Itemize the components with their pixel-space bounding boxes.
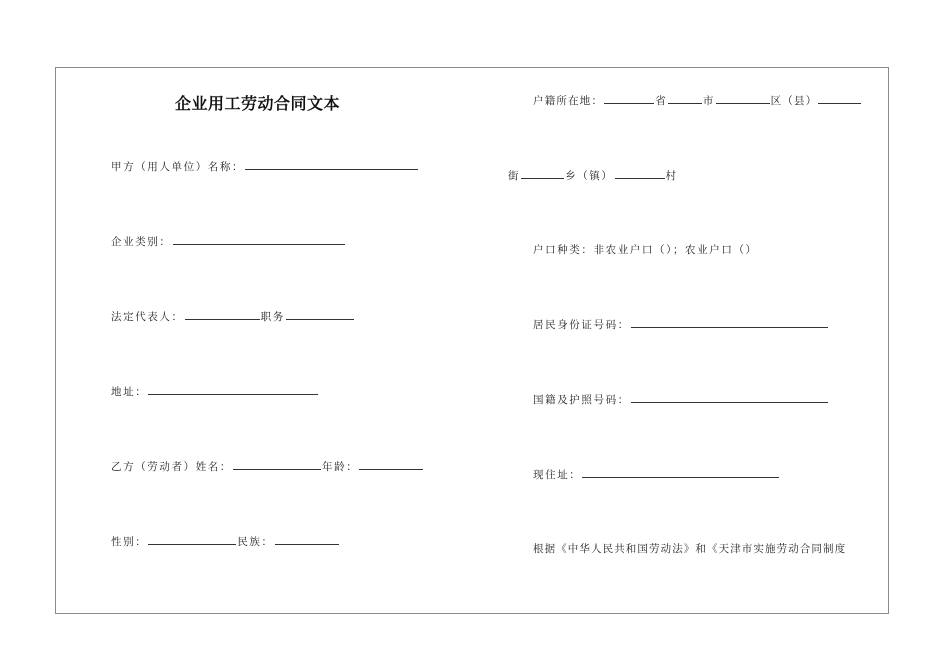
city-label: 市 bbox=[702, 95, 715, 107]
legal-rep-line bbox=[111, 308, 355, 324]
legal-rep-label: 法定代表人： bbox=[111, 311, 184, 323]
employer-name-blank[interactable] bbox=[245, 158, 418, 170]
basis-line bbox=[533, 541, 846, 557]
village-label: 村 bbox=[665, 170, 678, 182]
passport-line bbox=[533, 391, 829, 407]
enterprise-type-blank[interactable] bbox=[173, 233, 345, 245]
address-blank[interactable] bbox=[148, 383, 318, 395]
document-title: 企业用工劳动合同文本 bbox=[175, 94, 341, 113]
current-address-blank[interactable] bbox=[582, 466, 779, 478]
employer-name-line bbox=[111, 158, 419, 174]
street-blank[interactable] bbox=[521, 167, 564, 179]
household-label: 户籍所在地： bbox=[533, 95, 604, 107]
hukou-type-line bbox=[533, 242, 758, 258]
document-frame bbox=[55, 67, 889, 614]
legal-rep-blank[interactable] bbox=[185, 308, 260, 320]
township-label: 乡（镇） bbox=[565, 170, 614, 182]
passport-label: 国籍及护照号码： bbox=[533, 394, 630, 406]
id-number-line bbox=[533, 316, 829, 332]
enterprise-type-line bbox=[111, 233, 346, 249]
current-address-label: 现住址： bbox=[533, 469, 582, 481]
district-name-blank[interactable] bbox=[818, 92, 861, 104]
id-number-blank[interactable] bbox=[631, 316, 828, 328]
employee-name-line bbox=[111, 458, 424, 474]
enterprise-type-label: 企业类别： bbox=[111, 236, 172, 248]
city-blank[interactable] bbox=[668, 92, 702, 104]
gender-label: 性别： bbox=[111, 536, 148, 548]
age-blank[interactable] bbox=[359, 458, 423, 470]
street-line bbox=[508, 167, 678, 183]
id-number-label: 居民身份证号码： bbox=[533, 319, 630, 331]
gender-line bbox=[111, 533, 340, 549]
current-address-line bbox=[533, 466, 780, 482]
hukou-type-label: 户口种类：非农业户口（）；农业户口（） bbox=[533, 244, 758, 256]
employee-name-blank[interactable] bbox=[233, 458, 321, 470]
ethnicity-label: 民族： bbox=[237, 536, 274, 548]
province-blank[interactable] bbox=[604, 92, 654, 104]
position-blank[interactable] bbox=[286, 308, 354, 320]
basis-text: 根据《中华人民共和国劳动法》和《天津市实施劳动合同制度 bbox=[533, 543, 847, 555]
employer-name-label: 甲方（用人单位）名称： bbox=[111, 161, 245, 173]
age-label: 年龄： bbox=[322, 461, 359, 473]
ethnicity-blank[interactable] bbox=[275, 533, 339, 545]
district-label: 区（县） bbox=[770, 95, 818, 107]
employee-name-label: 乙方（劳动者）姓名： bbox=[111, 461, 232, 473]
household-line bbox=[533, 92, 862, 108]
passport-blank[interactable] bbox=[631, 391, 828, 403]
position-label: 职务 bbox=[260, 311, 285, 323]
address-line bbox=[111, 383, 319, 399]
province-label: 省 bbox=[655, 95, 667, 107]
township-blank[interactable] bbox=[615, 167, 665, 179]
district-blank[interactable] bbox=[716, 92, 770, 104]
gender-blank[interactable] bbox=[148, 533, 236, 545]
street-label: 街 bbox=[508, 170, 521, 182]
address-label: 地址： bbox=[111, 386, 148, 398]
